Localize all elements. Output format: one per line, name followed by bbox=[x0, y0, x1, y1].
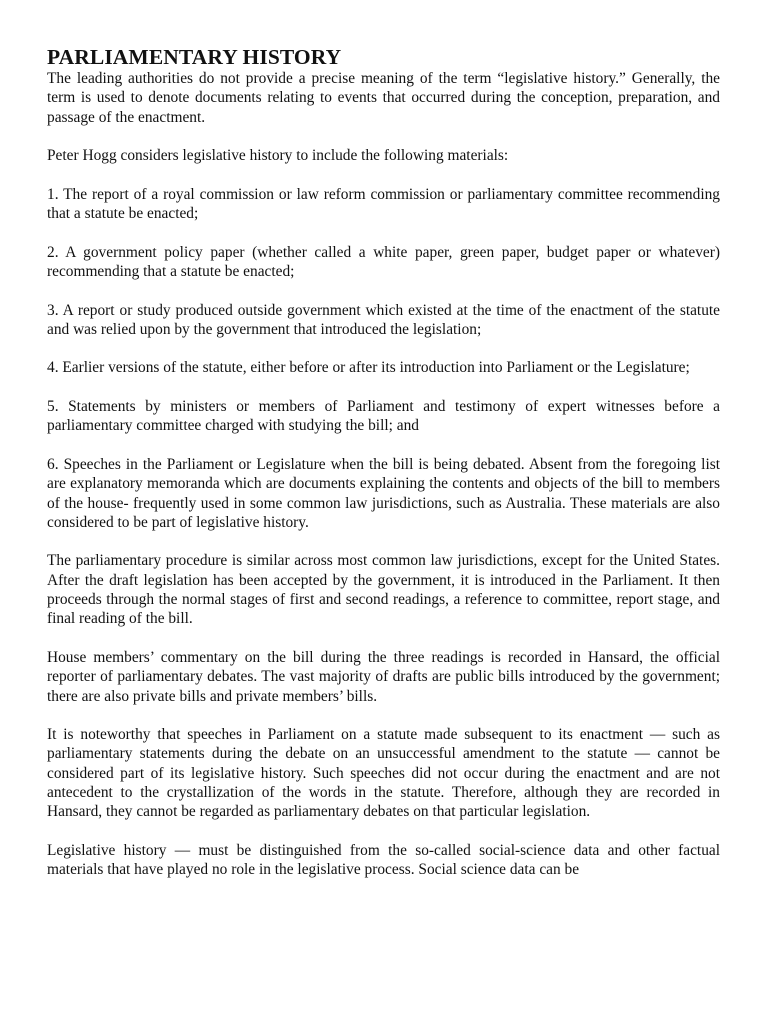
list-item-3: 3. A report or study produced outside government which existed at the time of the enactment of the statute and was relied upon by the government that introduced the legislation; bbox=[47, 301, 720, 338]
paragraph-social-science: Legislative history — must be distinguished from the so-called social-science data and other factual materials that have played no role in the legislative process. Social science data can be bbox=[47, 841, 720, 879]
list-item-1: 1. The report of a royal commission or law reform commission or parliamentary committee recommending that a statute be enacted; bbox=[47, 185, 720, 223]
document-page bbox=[47, 44, 720, 899]
list-item-2: 2. A government policy paper (whether called a white paper, green paper, budget paper or whatever) recommending that a statute be enacted; bbox=[47, 243, 720, 280]
paragraph-intro: The leading authorities do not provide a precise meaning of the term “legislative history.” Generally, the term is used to denote documents relating to events that occurred during the conception, preparation, and passage of the enactment. bbox=[47, 70, 720, 126]
list-item-6: 6. Speeches in the Parliament or Legislature when the bill is being debated. Absent from the foregoing list are explanatory memoranda which are documents explaining the contents and objects of the bill to members of the house- frequently used in some common law jurisdictions, such as Australia. These materials are also considered to be part of legislative history. bbox=[47, 455, 720, 531]
page-title: PARLIAMENTARY HISTORY bbox=[47, 45, 342, 69]
paragraph-hansard: House members’ commentary on the bill during the three readings is recorded in Hansard, the official reporter of parliamentary debates. The vast majority of drafts are public bills introduced by the government; there are also private bills and private members’ bills. bbox=[47, 648, 720, 705]
list-item-5: 5. Statements by ministers or members of Parliament and testimony of expert witnesses before a parliamentary committee charged with studying the bill; and bbox=[47, 398, 720, 435]
paragraph-noteworthy: It is noteworthy that speeches in Parliament on a statute made subsequent to its enactment — such as parliamentary statements during the debate on an unsuccessful amendment to the statute — cannot be considered part of its legislative history. Such speeches did not occur during the enactment and are not antecedent to the crystallization of the words in the statute. Therefore, although they are recorded in Hansard, they cannot be regarded as parliamentary debates on that particular legislation. bbox=[47, 726, 720, 821]
paragraph-hogg: Peter Hogg considers legislative history to include the following materials: bbox=[47, 147, 509, 165]
list-item-4: 4. Earlier versions of the statute, either before or after its introduction into Parliament or the Legislature; bbox=[47, 359, 690, 377]
paragraph-procedure: The parliamentary procedure is similar across most common law jurisdictions, except for the United States. After the draft legislation has been accepted by the government, it is introduced in the Parliament. It then proceeds through the normal stages of first and second readings, a reference to committee, report stage, and final reading of the bill. bbox=[47, 552, 720, 628]
